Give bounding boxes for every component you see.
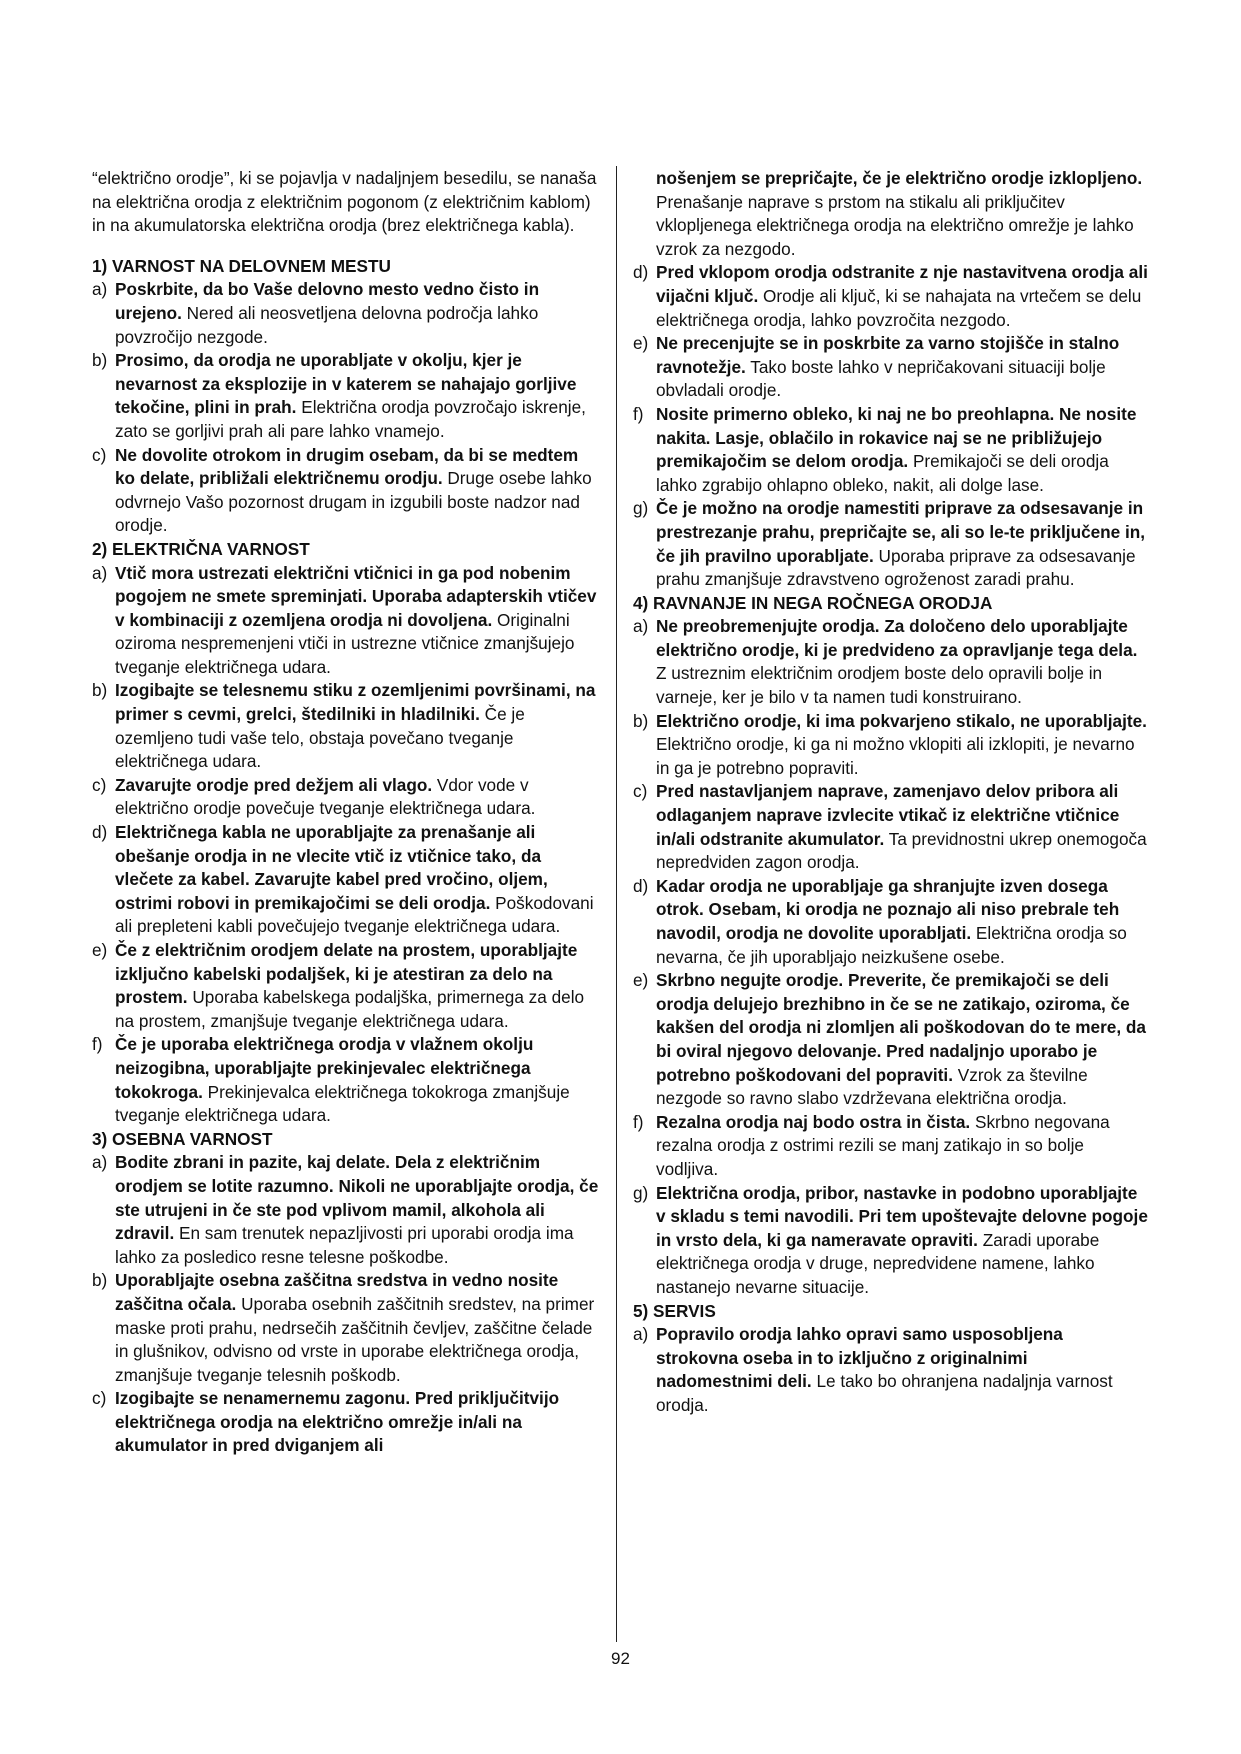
list-item: a) Poskrbite, da bo Vaše delovno mesto vedno čisto in urejeno. Nered ali neosvetljena delovna področja lahko povzročijo nezgode. [92,279,540,347]
section-heading-service: 5) SERVIS [633,1300,716,1321]
section-heading-tool-care: 4) RAVNANJE IN NEGA ROČNEGA ORODJA [633,592,993,613]
list-item-continuation: nošenjem se prepričajte, če je električno orodje izklopljeno. Prenašanje naprave s prstom na stikalu ali priključitev vklopljenega električnega orodja na električno omrežje je lahko vzrok za nezgodo. [656,168,1143,259]
list-item: a) Ne preobremenjujte orodja. Za določeno delo uporabljajte električno orodje, ki je predvideno za opravljanje tega dela. Z ustreznim električnim orodjem boste delo opravili bolje in varneje, ker je bilo v ta namen tudi konstruirano. [633,616,1138,708]
section-heading-workplace-safety: 1) VARNOST NA DELOVNEM MESTU [92,255,391,276]
list-item: b) Prosimo, da orodja ne uporabljate v okolju, kjer je nevarnost za eksplozije in v katerem se nahajajo gorljive tekočine, plini in prah. Električna orodja povzročajo iskrenje, zato se gorljivi prah ali pare lahko vnamejo. [92,350,586,441]
right-column [633,167,1148,1417]
list-item: g) Električna orodja, pribor, nastavke in podobno uporabljajte v skladu s temi navodili. Pri tem upoštevajte delovne pogoje in vrsto dela, ki ga nameravate opraviti. Zaradi uporabe električnega orodja v druge, nepredvidene namene, lahko nastanejo nevarne situacije. [633,1182,1148,1297]
list-item: a) Bodite zbrani in pazite, kaj delate. Dela z električnim orodjem se lotite razumno. Nikoli ne uporabljajte orodja, če ste utrujeni in če ste pod vplivom mamil, alkohola ali zdravil. En sam trenutek nepazljivosti pri uporabi orodja ima lahko za posledico resne telesne poškodbe. [92,1152,599,1267]
list-item: f) Rezalna orodja naj bodo ostra in čista. Skrbno negovana rezalna orodja z ostrimi rezili se manj zatikajo in so bolje vodljiva. [633,1111,1110,1179]
list-item: f) Če je uporaba električnega orodja v vlažnem okolju neizogibna, uporabljajte prekinjevalec električnega tokokroga. Prekinjevalca električnega tokokroga zmanjšuje tveganje električnega udara. [92,1034,570,1126]
list-item: a) Popravilo orodja lahko opravi samo usposobljena strokovna oseba in to izključno z originalnimi nadomestnimi deli. Le tako bo ohranjena nadaljnja varnost orodja. [633,1324,1113,1415]
list-item: f) Nosite primerno obleko, ki naj ne bo preohlapna. Ne nosite nakita. Lasje, oblačilo in rokavice naj se ne približujejo premikajočim se delom orodja. Premikajoči se deli orodja lahko zgrabijo ohlapno obleko, nakit, ali dolge lase. [633,403,1137,495]
list-item: d) Pred vklopom orodja odstranite z nje nastavitvena orodja ali vijačni ključ. Orodje ali ključ, ki se nahajata na vrtečem se delu električnega orodja, lahko povzročita nezgodo. [633,262,1148,330]
list-item: c) Izogibajte se nenamernemu zagonu. Pred priključitvijo električnega orodja na električno omrežje in/ali na akumulator in pred dviganjem ali [92,1388,560,1456]
list-item: e) Če z električnim orodjem delate na prostem, uporabljajte izključno kabelski podaljšek, ki je atestiran za delo na prostem. Uporaba kabelskega podaljška, primernega za delo na prostem, zmanjšuje tveganje električnega udara. [92,940,585,1031]
list-item: e) Ne precenjujte se in poskrbite za varno stojišče in stalno ravnotežje. Tako boste lahko v nepričakovani situaciji bolje obvladali orodje. [633,333,1120,401]
list-item: c) Ne dovolite otrokom in drugim osebam, da bi se medtem ko delate, približali električnemu orodju. Druge osebe lahko odvrnejo Vašo pozornost drugam in izgubili boste nadzor nad orodje. [92,444,592,536]
section-heading-personal-safety: 3) OSEBNA VARNOST [92,1128,273,1149]
left-column [92,167,602,1458]
list-item: a) Vtič mora ustrezati električni vtičnici in ga pod nobenim pogojem ne smete spreminjati. Uporaba adapterskih vtičev v kombinaciji z ozemljena orodja ni dovoljena. Originalni oziroma nespremenjeni vtiči in ustrezne vtičnice zmanjšujejo tveganje električnega udara. [92,562,597,677]
list-item: b) Izogibajte se telesnemu stiku z ozemljenimi površinami, na primer s cevmi, grelci, štedilniki in hladilniki. Če je ozemljeno tudi vaše telo, obstaja povečano tveganje električnega udara. [92,680,596,772]
list-item: d) Električnega kabla ne uporabljajte za prenašanje ali obešanje orodja in ne vlecite vtič iz vtičnice tako, da vlečete za kabel. Zavarujte kabel pred vročino, oljem, ostrimi robovi in premikajočimi se deli orodja. Poškodovani ali prepleteni kabli povečujejo tveganje električnega udara. [92,822,594,937]
list-item: d) Kadar orodja ne uporabljaje ga shranjujte izven dosega otrok. Osebam, ki orodja ne poznajo ali niso prebrale teh navodil, orodja ne dovolite uporabljati. Električna orodja so nevarna, če jih uporabljajo neizkušene osebe. [633,875,1127,967]
section-heading-electrical-safety: 2) ELEKTRIČNA VARNOST [92,538,310,559]
list-item: b) Električno orodje, ki ima pokvarjeno stikalo, ne uporabljajte. Električno orodje, ki ga ni možno vklopiti ali izklopiti, je nevarno in ga je potrebno popraviti. [633,710,1147,778]
page-number: 92 [611,1649,630,1668]
column-divider [616,166,617,1642]
list-item: c) Zavarujte orodje pred dežjem ali vlago. Vdor vode v električno orodje povečuje tveganje električnega udara. [92,774,536,819]
list-item: e) Skrbno negujte orodje. Preverite, če premikajoči se deli orodja delujejo brezhibno in če se ne zatikajo, oziroma, če kakšen del orodja ni zlomljen ali poškodovan do te mere, da bi oviral njegovo delovanje. Pred nadaljnjo uporabo je potrebno poškodovani del popraviti. Vzrok za številne nezgode so ravno slabo vzdrževana električna orodja. [633,970,1146,1109]
intro-paragraph: “električno orodje”, ki se pojavlja v nadaljnjem besedilu, se nanaša na električna orodja z električnim pogonom (z električnim kablom) in na akumulatorska električna orodja (brez električnega kabla). [92,168,597,236]
list-item: b) Uporabljajte osebna zaščitna sredstva in vedno nosite zaščitna očala. Uporaba osebnih zaščitnih sredstev, na primer maske proti prahu, nedrsečih zaščitnih čevljev, zaščitne čelade in glušnikov, odvisno od vrste in uporabe električnega orodja, zmanjšuje tveganje telesnih poškodb. [92,1270,595,1385]
list-item: g) Če je možno na orodje namestiti priprave za odsesavanje in prestrezanje prahu, prepričajte se, ali so le-te priključene in, če jih pravilno uporabljate. Uporaba priprave za odsesavanje prahu zmanjšuje zdravstveno ogroženost zaradi prahu. [633,498,1146,590]
list-item: c) Pred nastavljanjem naprave, zamenjavo delov pribora ali odlaganjem naprave izvlecite vtikač iz električne vtičnice in/ali odstranite akumulator. Ta previdnostni ukrep onemogoča nepredviden zagon orodja. [633,781,1147,873]
